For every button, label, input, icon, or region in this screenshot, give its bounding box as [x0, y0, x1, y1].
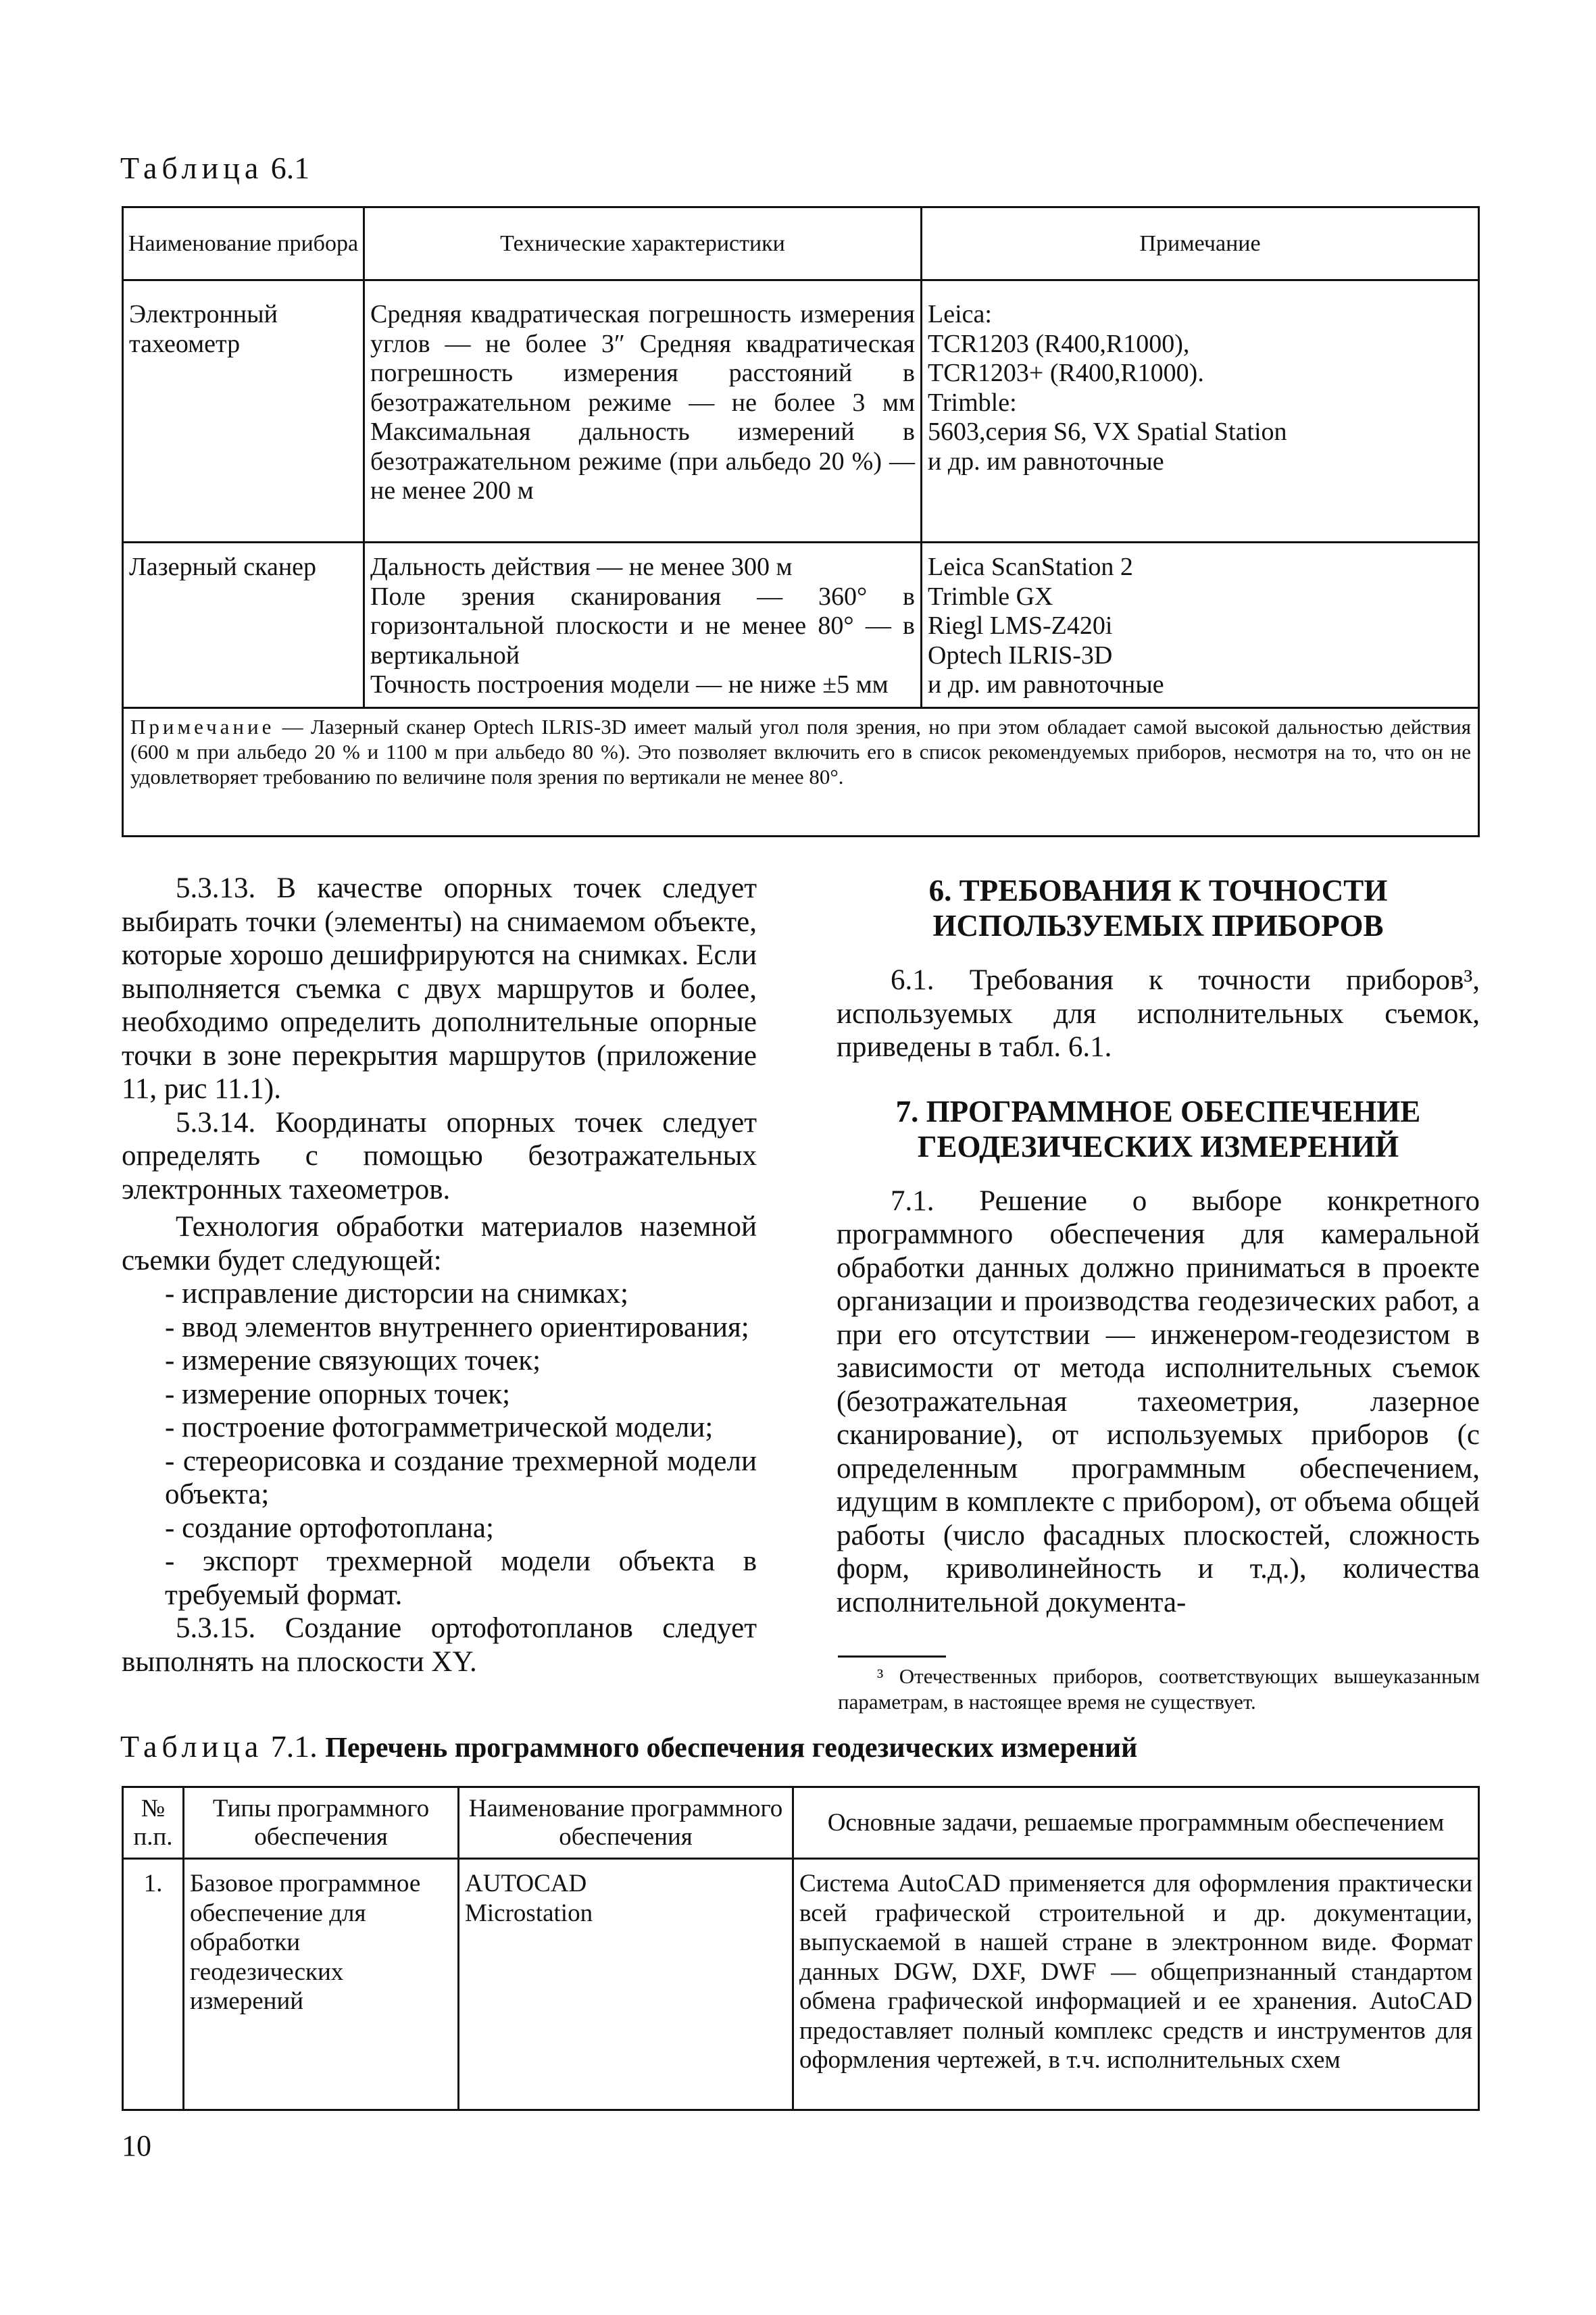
software-names-cell: [459, 1859, 793, 2110]
spec-line: Дальность действия — не менее 300 м: [370, 553, 793, 581]
right-column: [837, 873, 1480, 1619]
footnote-rule: [838, 1656, 946, 1658]
software-tasks: Система AutoCAD применяется для оформления практически всей графической строительной и др. документации, выпускаемой в нашей стране в электронном виде. Формат данных DGW, DXF, DWF — общепризнанный стандартом обмена графической информацией и ее хранения. AutoCAD предоставляет полный комплекс средств и инструментов для оформления чертежей, в т.ч. исполнительных схем: [793, 1859, 1479, 2110]
header-notes: Примечание: [922, 207, 1479, 280]
table-note: [123, 708, 1479, 837]
left-column: [122, 872, 757, 1678]
list-item: - экспорт трехмерной модели объекта в требуемый формат.: [165, 1545, 757, 1611]
page-number: 10: [122, 2129, 151, 2162]
table-header-row: [123, 207, 1479, 280]
caption-word: Таблица: [120, 151, 264, 185]
device-cell: [123, 280, 364, 543]
note-line: Riegl LMS-Z420i: [928, 612, 1113, 640]
notes-cell: [922, 543, 1479, 708]
paragraph-6-1: 6.1. Требования к точности приборов³, используемых для исполнительных съемок, приведены в табл. 6.1.: [837, 964, 1480, 1063]
table-row: [123, 280, 1479, 543]
note-line: Optech ILRIS-3D: [928, 641, 1113, 670]
table-7-1: [122, 1786, 1480, 2111]
caption-word: Таблица: [120, 1729, 264, 1764]
software-name: AUTOCAD: [465, 1870, 587, 1897]
note-line: 5603,серия S6, VX Spatial Station: [928, 418, 1287, 446]
specs-text: Средняя квадратическая погрешность измерения углов — не более 3″ Средняя квадратическая погрешность измерения расстояний в безотражательном режиме — не более 3 мм Максимальная дальность измерений в безотражательном режиме (при альбедо 20 %) — не менее 200 м: [370, 300, 915, 505]
header-name: Наименование программного обеспечения: [459, 1787, 793, 1859]
paragraph-5-3-14: 5.3.14. Координаты опорных точек следует определять с помощью безотражательных электронных тахеометров.: [122, 1106, 757, 1205]
header-specs: Технические характеристики: [364, 207, 922, 280]
list-item: - построение фотограмметрической модели;: [165, 1412, 714, 1443]
table-note-row: [123, 708, 1479, 837]
heading-line: 7. ПРОГРАММНОЕ ОБЕСПЕЧЕНИЕ: [895, 1094, 1421, 1128]
note-line: TCR1203 (R400,R1000),: [928, 329, 1190, 358]
note-line: TCR1203+ (R400,R1000).: [928, 359, 1204, 387]
header-type: Типы программного обеспечения: [184, 1787, 459, 1859]
paragraph-5-3-13: 5.3.13. В качестве опорных точек следует выбирать точки (элементы) на снимаемом объекте, которые хорошо дешифрируются на снимках. Если выполняется съемка с двух маршрутов и более, необходимо определить дополнительные опорные точки в зоне перекрытия маршрутов (приложение 11, рис 11.1).: [122, 872, 757, 1105]
paragraph-technology: Технология обработки материалов наземной съемки будет следующей:: [122, 1211, 757, 1276]
table-header-row: [123, 1787, 1479, 1859]
header-tasks: Основные задачи, решаемые программным обеспечением: [793, 1787, 1479, 1859]
list-item: - создание ортофотоплана;: [165, 1512, 494, 1544]
note-line: Leica ScanStation 2: [928, 553, 1133, 581]
heading-line: 6. ТРЕБОВАНИЯ К ТОЧНОСТИ: [928, 874, 1388, 907]
list-item: - ввод элементов внутреннего ориентирования;: [165, 1311, 749, 1343]
list-item: - исправление дисторсии на снимках;: [165, 1278, 628, 1310]
heading-line: ГЕОДЕЗИЧЕСКИХ ИЗМЕРЕНИЙ: [917, 1129, 1399, 1164]
table-6-1-caption: [120, 150, 309, 186]
table-row: [123, 1859, 1479, 2110]
note-line: Leica:: [928, 300, 992, 328]
note-line: Trimble:: [928, 388, 1017, 417]
notes-cell: [922, 280, 1479, 543]
table-7-1-caption: [120, 1728, 1485, 1764]
list-item: - стереорисовка и создание трехмерной модели объекта;: [165, 1445, 757, 1510]
note-line: и др. им равноточные: [928, 670, 1164, 699]
device-cell: [123, 543, 364, 708]
spec-line: Поле зрения сканирования — 360° в горизонтальной плоскости и не менее 80° — в вертикальной: [370, 582, 915, 670]
section-7-heading: [837, 1094, 1480, 1164]
table-row: [123, 543, 1479, 708]
device-name: Электронный тахеометр: [129, 300, 278, 358]
software-type: Базовое программное обеспечение для обработки геодезических измерений: [184, 1859, 459, 2110]
specs-cell: [364, 280, 922, 543]
note-text: — Лазерный сканер Optech ILRIS-3D имеет малый угол поля зрения, но при этом обладает самой высокой дальностью действия (600 м при альбедо 20 % и 1100 м при альбедо 80 %). Это позволяет включить его в список рекомендуемых приборов, несмотря на то, что он не удовлетворяет требованию по величине поля зрения по вертикали не менее 80°.: [130, 715, 1471, 789]
paragraph-7-1: 7.1. Решение о выборе конкретного программного обеспечения для камеральной обработки данных должно приниматься в проекте организации и производства геодезических работ, а при его отсутствии — инженером-геодезистом в зависимости от метода исполнительных съемок (безотражательная тахеометрия, лазерное сканирование), от используемых приборов (с определенным программным обеспечением, идущим в комплекте с прибором), от объема общей работы (число фасадных плоскостей, сложность форм, криволинейность и т.д.), количества исполнительной документа-: [837, 1185, 1480, 1618]
header-device: Наименование прибора: [123, 207, 364, 280]
table-6-1: [122, 206, 1480, 837]
list-item: - измерение опорных точек;: [165, 1378, 511, 1410]
caption-number: 6.1: [270, 151, 310, 185]
specs-cell: [364, 543, 922, 708]
row-number: 1.: [123, 1859, 184, 2110]
list-item: - измерение связующих точек;: [165, 1345, 541, 1376]
section-6-heading: [837, 873, 1480, 943]
spec-line: Точность построения модели — не ниже ±5 мм: [370, 670, 889, 699]
paragraph-5-3-15: 5.3.15. Создание ортофотопланов следует выполнять на плоскости XY.: [122, 1612, 757, 1678]
device-name: Лазерный сканер: [129, 553, 317, 581]
heading-line: ИСПОЛЬЗУЕМЫХ ПРИБОРОВ: [932, 909, 1384, 943]
note-label: Примечание: [130, 715, 275, 739]
caption-number: 7.1.: [270, 1729, 318, 1764]
footnote: ³ Отечественных приборов, соответствующих вышеуказанным параметрам, в настоящее время не существует.: [838, 1664, 1480, 1714]
header-number: № п.п.: [123, 1787, 184, 1859]
software-name: Microstation: [465, 1899, 593, 1927]
note-line: и др. им равноточные: [928, 447, 1164, 476]
note-line: Trimble GX: [928, 582, 1053, 611]
caption-title: Перечень программного обеспечения геодезических измерений: [325, 1733, 1138, 1764]
